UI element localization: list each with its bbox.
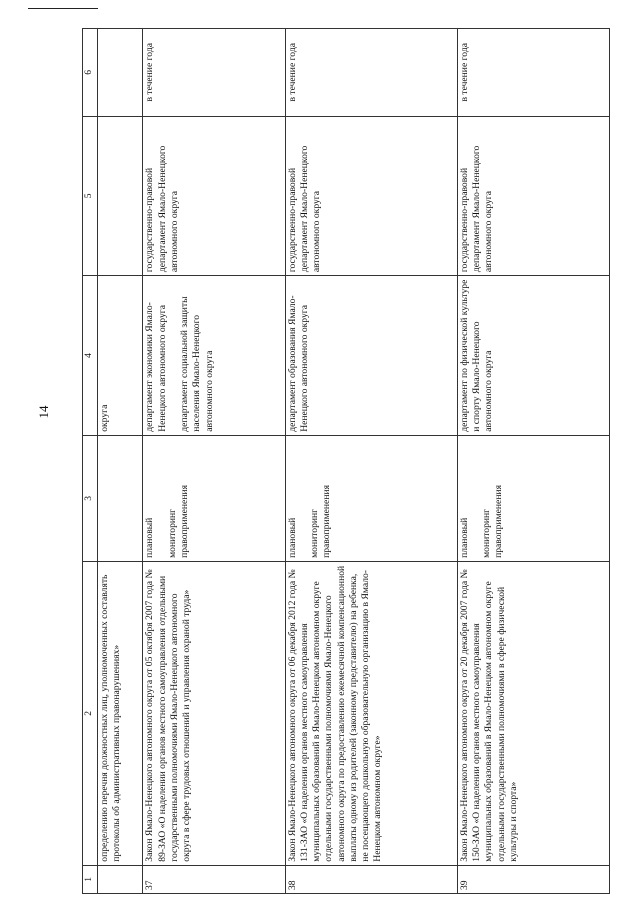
rotated-table (82, 28, 610, 894)
header-cell: 3 (83, 435, 98, 561)
table-row (143, 29, 285, 894)
coexecutor-cell: государственно-правовой департамент Ямало-Ненецкого автономного округа (457, 116, 609, 276)
executor-cell (457, 276, 609, 436)
type-monitoring: мониторинг правоприменения (481, 485, 505, 558)
header-cell: 4 (83, 276, 98, 436)
table-row (285, 29, 457, 894)
executor-primary: департамент образования Ямало-Ненецкого автономного округа (286, 295, 310, 432)
row-number (98, 865, 143, 893)
type-planned: плановый (144, 517, 156, 558)
header-cell: 2 (83, 561, 98, 865)
header-cell: 1 (83, 865, 98, 893)
law-cell: определению перечня должностных лиц, уполномоченных составлять протоколы об административных правонарушениях» (98, 561, 143, 865)
term-cell: в течение года (457, 29, 609, 117)
page-number: 14 (36, 405, 51, 419)
type-monitoring: мониторинг правоприменения (308, 485, 333, 558)
plan-table (82, 28, 610, 894)
table-row (98, 29, 143, 894)
row-number: 38 (285, 865, 457, 893)
term-cell: в течение года (285, 29, 457, 117)
header-cell: 6 (83, 29, 98, 117)
executor-primary: департамент экономики Ямало-Ненецкого автономного округа (144, 302, 168, 432)
coexecutor-cell: государственно-правовой департамент Ямало-Ненецкого автономного округа (285, 116, 457, 276)
executor-primary: департамент по физической культуре и спорту Ямало-Ненецкого автономного округа (458, 279, 495, 432)
law-cell: Закон Ямало-Ненецкого автономного округа от 20 декабря 2007 года № 150-ЗАО «О наделении органов местного самоуправления муниципальных образований в Ямало-Ненецком автономном округе отдельными государственными полномочиями в сфере физической культуры и спорта» (457, 561, 609, 865)
header-cell: 5 (83, 116, 98, 276)
table-container (82, 28, 610, 894)
executor-secondary: департамент социальной защиты населения Ямало-Ненецкого автономного округа (178, 296, 215, 432)
coexecutor-cell: государственно-правовой департамент Ямало-Ненецкого автономного округа (143, 116, 285, 276)
type-cell (98, 435, 143, 561)
law-cell: Закон Ямало-Ненецкого автономного округа от 06 декабря 2012 года № 131-ЗАО «О наделении органов местного самоуправления муниципальных образований в Ямало-Ненецком автономном округе отдельными государственными полномочиями Ямало-Ненецкого автономного округа по предоставлению ежемесячной компенсационной выплаты одному из родителей (законному представителю) на ребенка, не посещающего дошкольную образовательную организацию в Ямало-Ненецком автономном округе» (285, 561, 457, 865)
header-row (83, 29, 98, 894)
table-row (457, 29, 609, 894)
row-number: 39 (457, 865, 609, 893)
law-cell: Закон Ямало-Ненецкого автономного округа от 05 октября 2007 года № 89-ЗАО «О наделении органов местного самоуправления отдельными государственными полномочиями Ямало-Ненецкого автономного округа в сфере трудовых отношений и управления охраной труда» (143, 561, 285, 865)
term-cell: в течение года (143, 29, 285, 117)
term-cell (98, 29, 143, 117)
type-cell (285, 435, 457, 561)
type-planned: плановый (458, 517, 470, 558)
type-cell (457, 435, 609, 561)
executor-cell: округа (98, 276, 143, 436)
executor-cell (285, 276, 457, 436)
coexecutor-cell (98, 116, 143, 276)
type-planned: плановый (286, 517, 298, 558)
row-number: 37 (143, 865, 285, 893)
type-monitoring: мониторинг правоприменения (166, 485, 190, 558)
type-cell (143, 435, 285, 561)
executor-cell (143, 276, 285, 436)
top-rule (28, 8, 98, 9)
